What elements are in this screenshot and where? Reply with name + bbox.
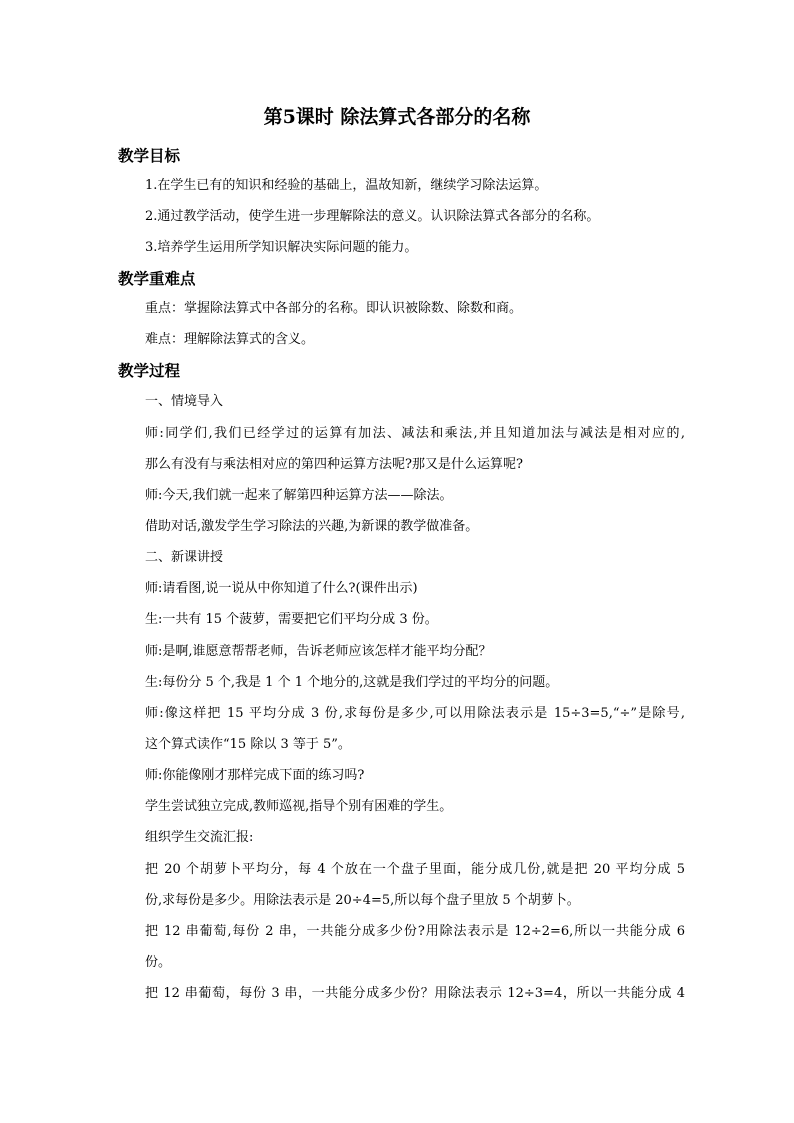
process-line: 组织学生交流汇报:: [145, 830, 254, 845]
section-heading-key-points: 教学重难点: [118, 269, 196, 288]
process-line: 师:你能像刚才那样完成下面的练习吗?: [145, 768, 365, 783]
key-point-item: 重点：掌握除法算式中各部分的名称。即认识被除数、除数和商。: [145, 301, 523, 316]
section-heading-process: 教学过程: [118, 361, 181, 380]
process-line: 一、情境导入: [145, 394, 224, 409]
section-heading-objectives: 教学目标: [118, 146, 181, 165]
process-line: 借助对话,激发学生学习除法的兴趣,为新课的教学做准备。: [145, 519, 479, 534]
process-line: 师:像这样把 15 平均分成 3 份,求每份是多少,可以用除法表示是 15÷3=5,“÷”是除号,: [145, 706, 685, 721]
key-point-item: 难点：理解除法算式的含义。: [145, 332, 315, 347]
process-line: 把 12 串葡萄，每份 3 串，一共能分成多少份？用除法表示 12÷3=4，所以一共能分成 4: [145, 986, 685, 1001]
lesson-title: 第5课时 除法算式各部分的名称: [263, 106, 531, 128]
process-line: 师:是啊,谁愿意帮帮老师，告诉老师应该怎样才能平均分配？: [145, 644, 492, 659]
objective-item: 1.在学生已有的知识和经验的基础上，温故知新，继续学习除法运算。: [145, 178, 548, 193]
process-line: 生:一共有 15 个菠萝，需要把它们平均分成 3 份。: [145, 612, 438, 627]
process-line: 师:今天,我们就一起来了解第四种运算方法——除法。: [145, 488, 453, 503]
process-line: 学生尝试独立完成,教师巡视,指导个别有困难的学生。: [145, 799, 453, 814]
process-line: 把 12 串葡萄,每份 2 串，一共能分成多少份?用除法表示是 12÷2=6,所以一共能分成 6: [145, 924, 685, 939]
process-line: 份。: [145, 955, 172, 970]
process-line: 这个算式读作“15 除以 3 等于 5”。: [145, 737, 351, 752]
process-line: 份,求每份是多少。用除法表示是 20÷4=5,所以每个盘子里放 5 个胡萝卜。: [145, 893, 580, 908]
objective-item: 2.通过教学活动，使学生进一步理解除法的意义。认识除法算式各部分的名称。: [145, 209, 600, 224]
process-line: 师:请看图,说一说从中你知道了什么?(课件出示): [145, 581, 418, 596]
process-line: 把 20 个胡萝卜平均分，每 4 个放在一个盘子里面，能分成几份,就是把 20 平均分成 5: [145, 862, 685, 877]
objective-item: 3.培养学生运用所学知识解决实际问题的能力。: [145, 240, 418, 255]
process-line: 二、新课讲授: [145, 550, 224, 565]
process-line: 生:每份分 5 个,我是 1 个 1 个地分的,这就是我们学过的平均分的问题。: [145, 675, 559, 690]
process-line: 那么有没有与乘法相对应的第四种运算方法呢?那又是什么运算呢?: [145, 457, 523, 472]
process-line: 师:同学们,我们已经学过的运算有加法、减法和乘法,并且知道加法与减法是相对应的,: [145, 426, 685, 441]
